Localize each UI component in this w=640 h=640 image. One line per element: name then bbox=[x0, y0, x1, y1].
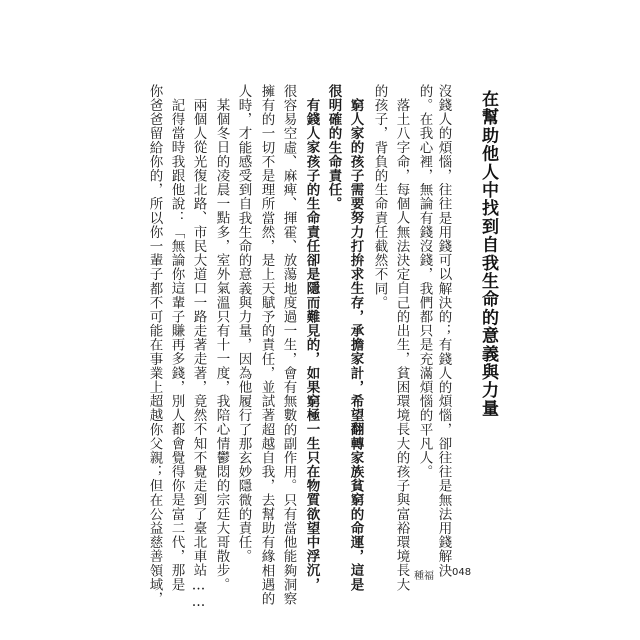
text-column: 擁有的一切不是理所當然，是上天賦予的責任，並試著超越自我，去幫助有緣相遇的 bbox=[258, 84, 275, 606]
text-column: 兩個人從光復北路、市民大道口一路走著走著，竟然不知不覺走到了臺北車站…… bbox=[190, 98, 207, 611]
text-column: 你爸爸留給你的，所以你一輩子都不可能在事業上超越你父親；但在公益慈善領域， bbox=[146, 84, 163, 606]
text-column: 很容易空虛、麻痺、揮霍、放蕩地度過一生，會有無數的副作用。只有當他能夠洞察 bbox=[280, 84, 297, 606]
text-column: 某個冬日的凌晨一點多，室外氣溫只有十一度，我陪心情鬱悶的宗廷大哥散步。 bbox=[213, 98, 230, 592]
text-column: 記得當時我跟他說：「無論你這輩子賺再多錢，別人都會覺得你是富二代，那是 bbox=[168, 98, 185, 592]
text-column: 的。在我心裡，無論有錢沒錢，我們都只是充滿煩惱的平凡人。 bbox=[416, 84, 433, 479]
text-column: 人時，才能感受到自我生命的意義與力量，因為他履行了那玄妙隱微的責任。 bbox=[235, 84, 252, 564]
text-column: 沒錢人的煩惱，往往是用錢可以解決的；有錢人的煩惱，卻往往是無法用錢解決 bbox=[435, 84, 452, 578]
text-column: 很明確的生命責任。 bbox=[325, 84, 342, 211]
text-column: 落土八字命，每個人無法決定自己的出生，貧困環境長大的孩子與富裕環境長大 bbox=[393, 98, 410, 592]
text-column: 窮人家的孩子需要努力打拚求生存，承擔家計，希望翻轉家族貧窮的命運，這是 bbox=[347, 98, 364, 592]
text-column: 有錢人家孩子的生命責任卻是隱而難見的，如果窮極一生只在物質欲望中浮沉， bbox=[303, 98, 320, 592]
chapter-title: 在幫助他人中找到自我生命的意義與力量 bbox=[478, 90, 498, 418]
page-number: 048 bbox=[452, 567, 472, 578]
text-column: 的孩子，背負的生命責任截然不同。 bbox=[371, 84, 388, 310]
footer-section-label: 種福 bbox=[414, 571, 434, 582]
